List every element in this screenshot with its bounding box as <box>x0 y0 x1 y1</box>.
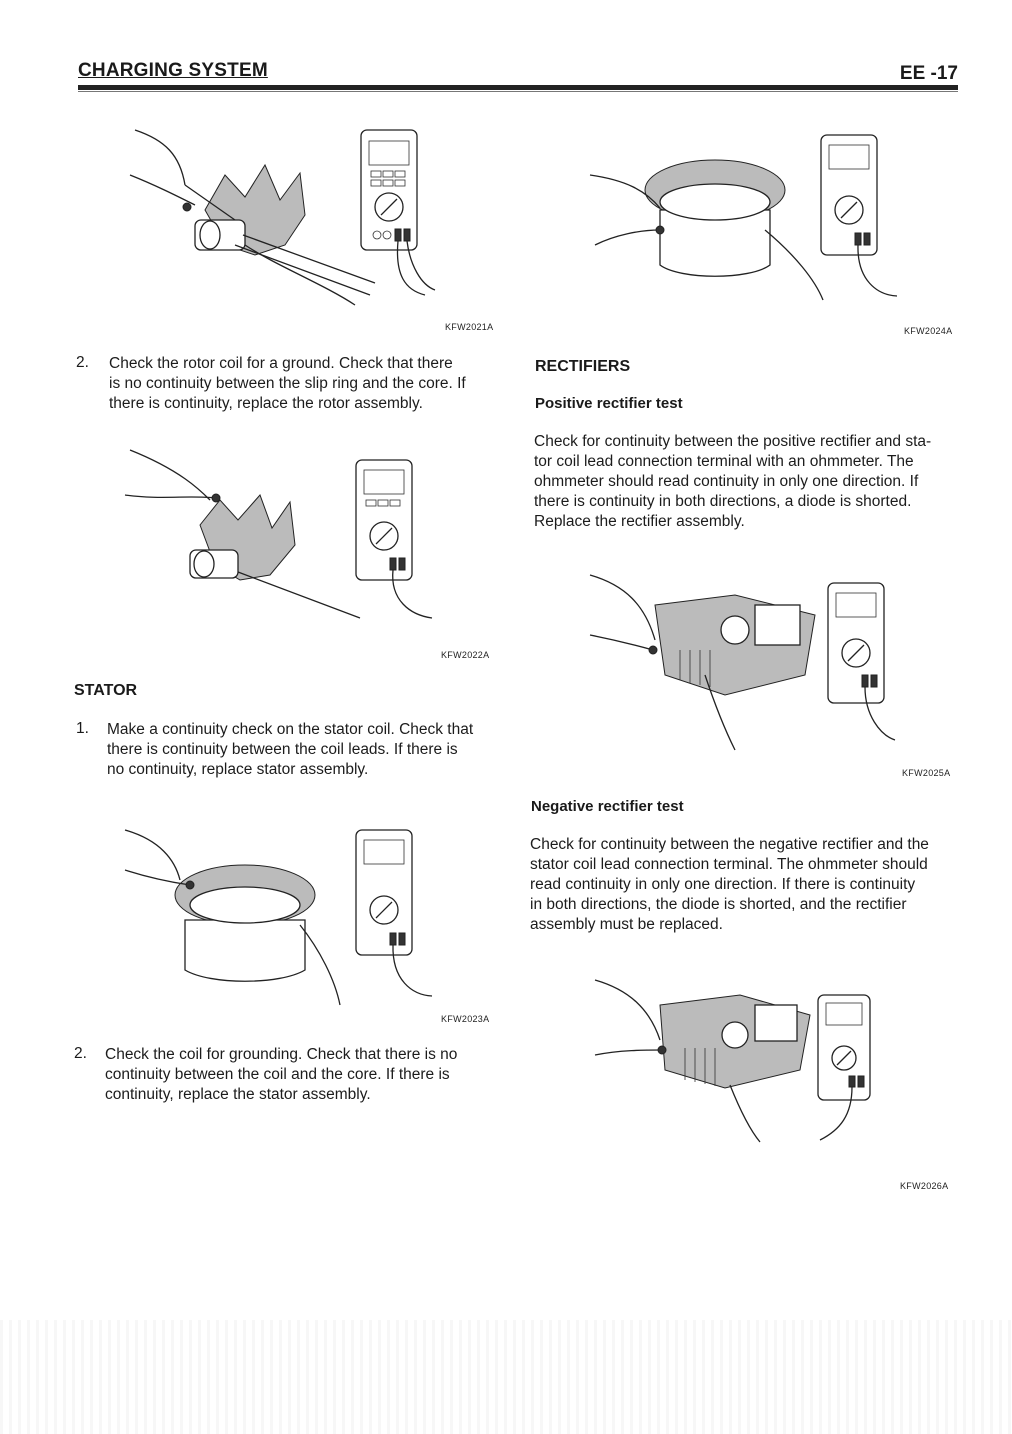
text-line: assembly must be replaced. <box>530 916 723 933</box>
multimeter-icon <box>356 460 432 618</box>
positive-rectifier-heading: Positive rectifier test <box>535 395 683 412</box>
text-line: there is continuity between the coil leads. If there is <box>107 741 458 758</box>
multimeter-icon <box>356 830 432 996</box>
negative-rectifier-check-figure <box>590 970 890 1145</box>
text-line: Check for continuity between the negative rectifier and the <box>530 836 929 853</box>
step-text-rotor-ground <box>109 354 499 414</box>
multimeter-icon <box>818 995 870 1140</box>
figure-code: KFW2023A <box>441 1014 490 1024</box>
page-number: EE -17 <box>899 63 958 84</box>
step-number: 2. <box>74 1045 87 1062</box>
text-line: Check the rotor coil for a ground. Check that there <box>109 355 453 372</box>
text-line: continuity, replace the stator assembly. <box>105 1086 371 1103</box>
text-line: Make a continuity check on the stator coil. Check that <box>107 721 474 738</box>
text-line: there is continuity, replace the rotor assembly. <box>109 395 423 412</box>
multimeter-icon <box>361 130 435 295</box>
step-text-stator-ground <box>105 1045 499 1105</box>
header-rule-thin <box>78 91 958 92</box>
text-line: Check for continuity between the positive rectifier and sta- <box>534 433 932 450</box>
rectifier-icon <box>660 995 810 1088</box>
step-text-stator-continuity <box>107 720 499 780</box>
rectifiers-heading: RECTIFIERS <box>535 358 631 375</box>
section-title: CHARGING SYSTEM <box>78 60 268 81</box>
text-line: Replace the rectifier assembly. <box>534 513 745 530</box>
stator-icon <box>645 160 785 276</box>
negative-rectifier-heading: Negative rectifier test <box>531 798 684 815</box>
figure-code: KFW2022A <box>441 650 490 660</box>
positive-rectifier-check-figure <box>585 565 905 760</box>
positive-rectifier-text <box>534 432 959 532</box>
text-line: continuity between the coil and the core. If there is <box>105 1066 450 1083</box>
rotor-icon <box>195 165 375 295</box>
figure-code: KFW2024A <box>904 326 953 336</box>
text-line: Check the coil for grounding. Check that there is no <box>105 1046 458 1063</box>
figure-code: KFW2026A <box>900 1181 949 1191</box>
hand-with-probe-icon <box>125 450 220 502</box>
multimeter-icon <box>828 583 895 740</box>
stator-continuity-check-figure <box>120 820 440 1010</box>
scan-texture <box>0 1320 1012 1434</box>
header-rule <box>78 85 958 90</box>
text-line: in both directions, the diode is shorted, and the rectifier <box>530 896 907 913</box>
rotor-ground-check-figure-2 <box>120 440 440 640</box>
figure-code: KFW2021A <box>445 322 494 332</box>
rectifier-icon <box>655 595 815 695</box>
text-line: tor coil lead connection terminal with an ohmmeter. The <box>534 453 914 470</box>
stator-ground-check-figure <box>585 130 905 320</box>
multimeter-icon <box>821 135 897 296</box>
figure-code: KFW2025A <box>902 768 951 778</box>
step-number: 1. <box>76 720 89 737</box>
text-line: read continuity in only one direction. If there is continuity <box>530 876 916 893</box>
rotor-ground-check-figure-1 <box>125 115 445 315</box>
text-line: there is continuity in both directions, a diode is shorted. <box>534 493 912 510</box>
stator-icon <box>175 865 315 981</box>
step-number: 2. <box>76 354 89 371</box>
text-line: ohmmeter should read continuity in only one direction. If <box>534 473 919 490</box>
rotor-icon <box>190 495 360 618</box>
text-line: is no continuity between the slip ring and the core. If <box>109 375 466 392</box>
text-line: no continuity, replace stator assembly. <box>107 761 369 778</box>
stator-heading: STATOR <box>74 682 138 699</box>
text-line: stator coil lead connection terminal. The ohmmeter should <box>530 856 928 873</box>
negative-rectifier-text <box>530 835 958 935</box>
